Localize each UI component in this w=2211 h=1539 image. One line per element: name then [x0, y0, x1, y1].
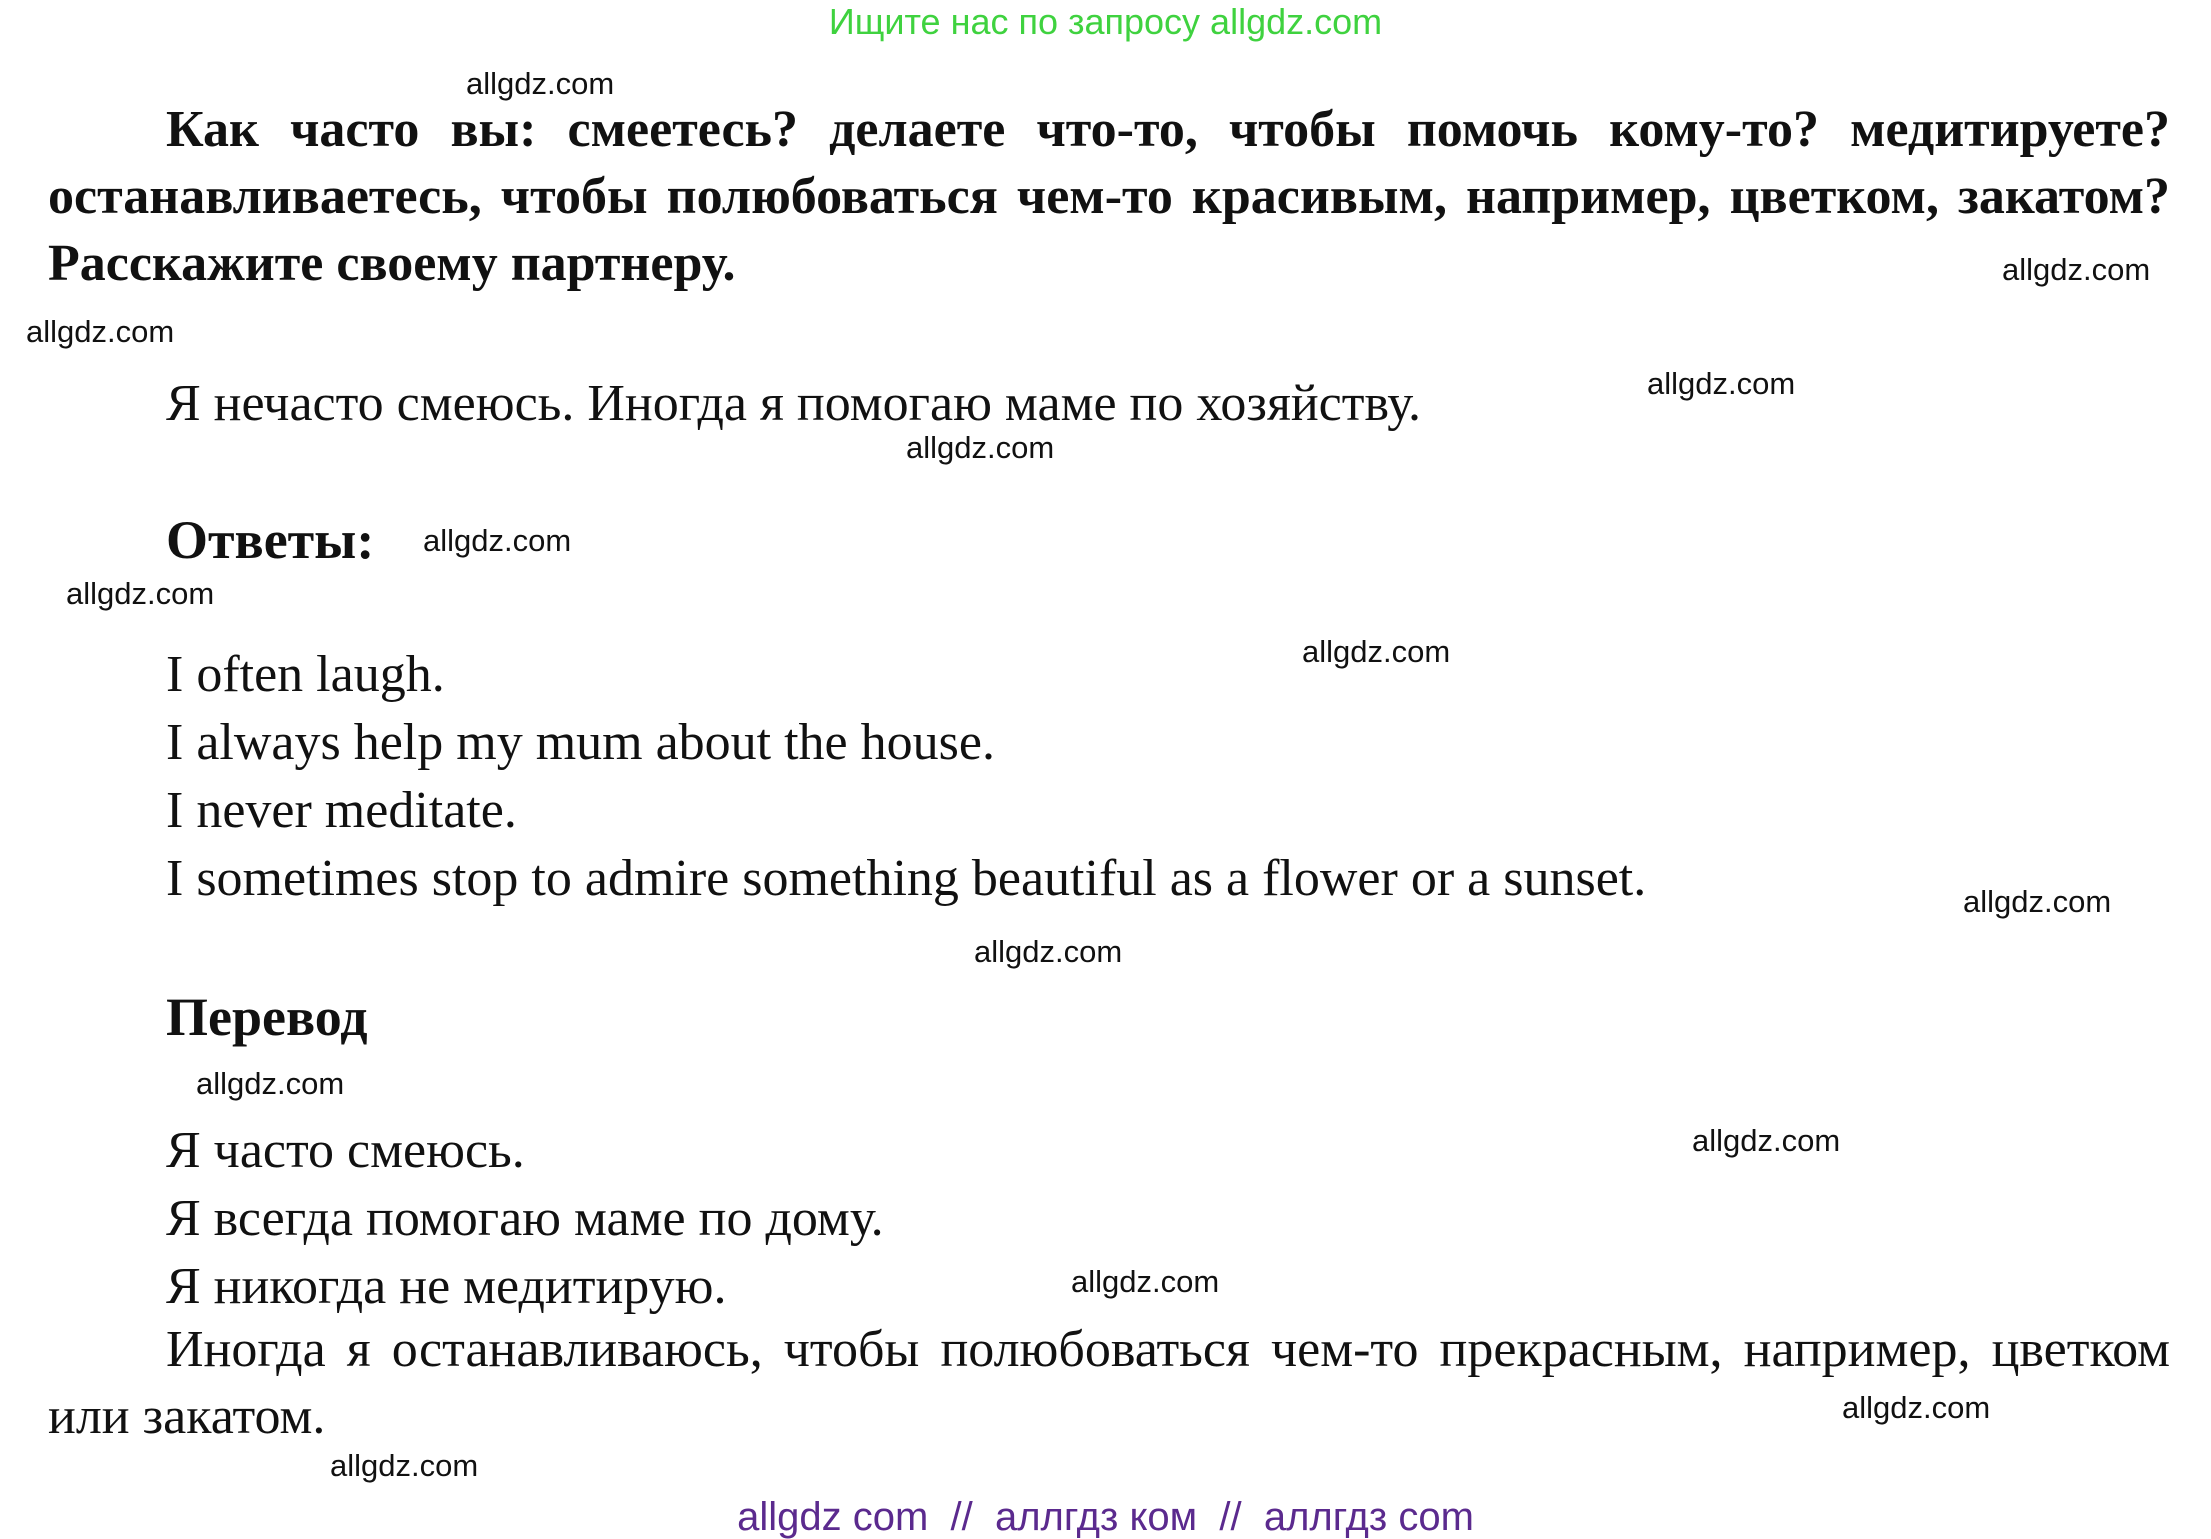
answer-line-2: I always help my mum about the house. — [166, 714, 995, 771]
translation-line-3: Я никогда не медитирую. — [166, 1258, 727, 1315]
task-question: Как часто вы: смеетесь? делаете что-то, чтобы помочь кому-то? медитируете? останавливаетесь, чтобы полюбоваться чем-то красивым, например, цветком, закатом? Расскажите своему партнеру. — [48, 101, 2170, 292]
watermark: allgdz.com — [1963, 884, 2112, 919]
watermark: allgdz.com — [466, 66, 615, 101]
translation-line-2: Я всегда помогаю маме по дому. — [166, 1190, 884, 1247]
watermark: allgdz.com — [906, 430, 1055, 465]
footer-links: allgdz com // аллгдз ком // аллгдз com — [737, 1495, 1474, 1539]
watermark: allgdz.com — [1071, 1264, 1220, 1299]
answer-line-1: I often laugh. — [166, 646, 445, 703]
answer-line-4: I sometimes stop to admire something beautiful as a flower or a sunset. — [166, 850, 1647, 907]
watermark: allgdz.com — [423, 523, 572, 558]
watermark: allgdz.com — [66, 576, 215, 611]
watermark: allgdz.com — [1842, 1390, 1991, 1425]
translation-line-1: Я часто смеюсь. — [166, 1122, 525, 1179]
answers-heading: Ответы: — [166, 510, 375, 570]
answer-line-3: I never meditate. — [166, 782, 517, 839]
watermark: allgdz.com — [196, 1066, 345, 1101]
translation-line-4: Иногда я останавливаюсь, чтобы полюбоваться чем-то прекрасным, например, цветком или закатом. — [48, 1321, 2170, 1445]
translation-heading: Перевод — [166, 987, 368, 1047]
watermark: allgdz.com — [974, 934, 1123, 969]
top-banner: Ищите нас по запросу allgdz.com — [828, 1, 1383, 42]
example-answer: Я нечасто смеюсь. Иногда я помогаю маме по хозяйству. — [166, 375, 1422, 432]
watermark: allgdz.com — [1692, 1123, 1841, 1158]
watermark: allgdz.com — [1647, 366, 1796, 401]
watermark: allgdz.com — [2002, 252, 2151, 287]
watermark: allgdz.com — [26, 314, 175, 349]
watermark: allgdz.com — [330, 1448, 479, 1483]
watermark: allgdz.com — [1302, 634, 1451, 669]
